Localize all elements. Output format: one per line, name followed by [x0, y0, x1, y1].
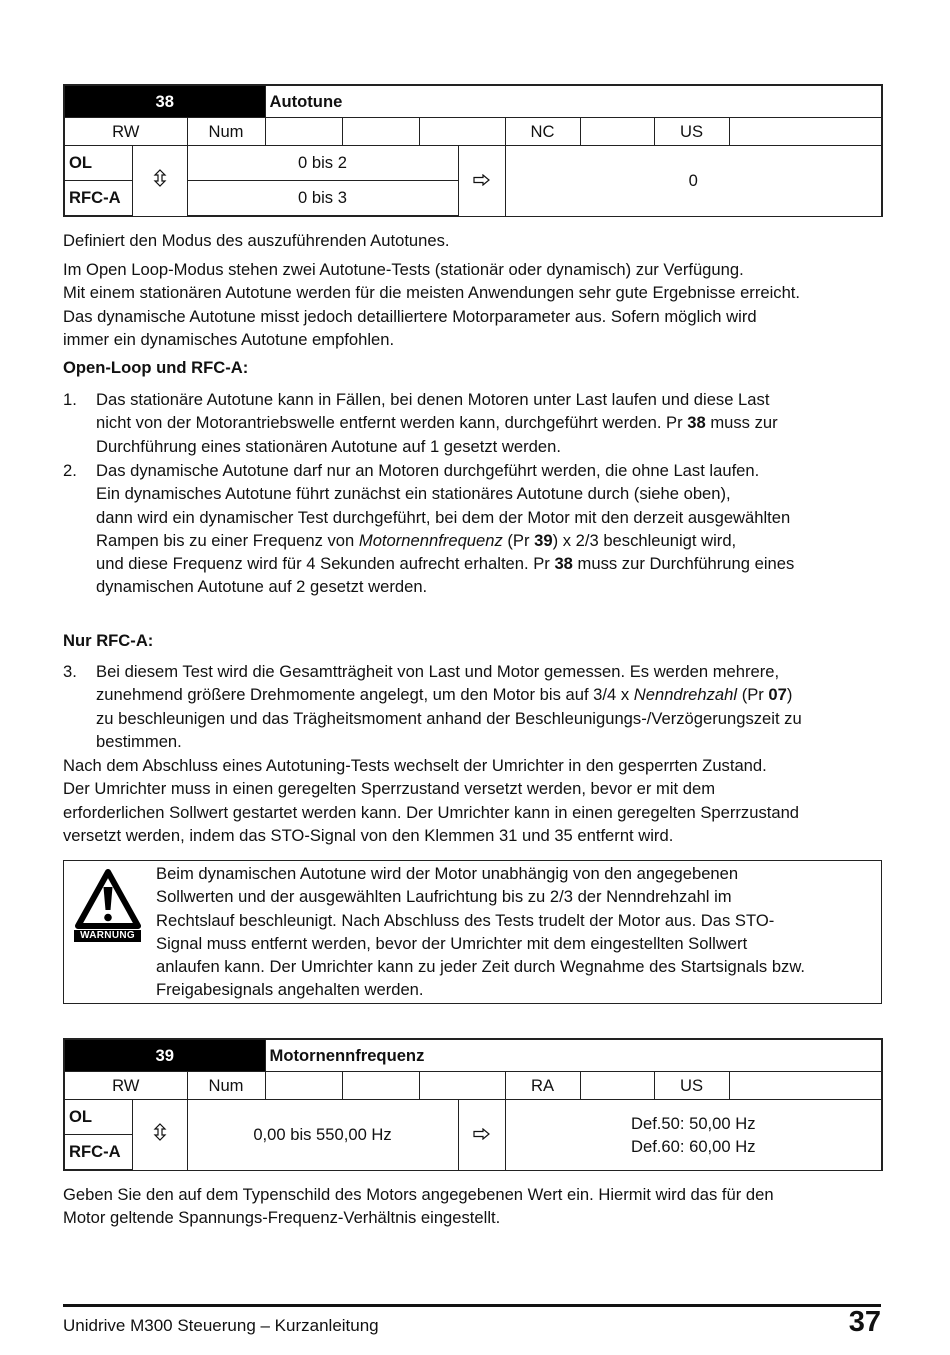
paragraph: Definiert den Modus des auszuführenden Autotunes. — [63, 231, 450, 250]
list-number: 2. — [63, 461, 77, 480]
text-span: zunehmend größere Drehmomente angelegt, um den Motor bis auf 3/4 x — [96, 685, 634, 705]
list-item — [63, 660, 883, 753]
flag-cell — [419, 1072, 505, 1100]
mode-ol: OL — [64, 1100, 132, 1135]
param-number: 38 — [64, 85, 265, 118]
text-line: dann wird ein dynamischer Test durchgeführt, bei dem der Motor mit den derzeit ausgewählten — [96, 507, 791, 527]
text-span: muss zur — [705, 413, 778, 433]
paragraph — [63, 1183, 883, 1230]
text-line: Rechtslauf beschleunigt. Nach Abschluss des Tests trudelt der Motor aus. Das STO- — [156, 910, 775, 930]
default-value: 0 — [505, 146, 882, 217]
text-span: muss zur Durchführung eines — [572, 554, 795, 574]
warning-box — [63, 860, 882, 1004]
flag-cell — [729, 1072, 882, 1100]
text-line: Freigabesignals angehalten werden. — [156, 980, 424, 1000]
text-line: Der Umrichter muss in einen geregelten Sperrzustand versetzt werden, bevor er mit dem — [63, 779, 716, 799]
param-ref: 07 — [768, 685, 787, 705]
default-values — [505, 1100, 882, 1171]
flag-cell — [265, 118, 342, 146]
warning-text — [156, 862, 878, 1002]
param-name: Nenndrehzahl — [633, 685, 738, 705]
flag-cell — [580, 118, 654, 146]
text-line: Nach dem Abschluss eines Autotuning-Tests wechselt der Umrichter in den gesperrten Zustand. — [63, 756, 767, 775]
param-name: Motornennfrequenz — [358, 530, 503, 550]
text-line: versetzt werden, indem das STO-Signal von den Klemmen 31 und 35 entfernt wird. — [63, 825, 674, 845]
text-span: und diese Frequenz wird für 4 Sekunden aufrecht erhalten. Pr — [96, 554, 555, 574]
warning-triangle-icon — [74, 869, 142, 931]
flag-cell — [342, 118, 419, 146]
text-line: dynamischen Autotune auf 2 gesetzt werden. — [96, 577, 428, 597]
flag-cell: Num — [187, 118, 265, 146]
text-line: Im Open Loop-Modus stehen zwei Autotune-Tests (stationär oder dynamisch) zur Verfügung. — [63, 260, 744, 279]
text-span: (Pr — [502, 530, 535, 550]
up-down-arrow-icon — [132, 1100, 187, 1171]
mode-rfca: RFC-A — [64, 181, 132, 217]
param-39-table — [63, 1038, 883, 1171]
param-title: Motornennfrequenz — [265, 1039, 882, 1072]
text-span: Rampen bis zu einer Frequenz von — [96, 530, 359, 550]
text-span: nicht von der Motorantriebswelle entfernt werden kann, durchgeführt werden. Pr — [96, 413, 688, 433]
flag-cell — [729, 118, 882, 146]
text-line: erforderlichen Sollwert gestartet werden kann. Der Umrichter kann in einen geregelten Sperrzustand — [63, 802, 800, 822]
flag-cell: US — [654, 118, 729, 146]
list-item — [63, 388, 883, 458]
param-title: Autotune — [265, 85, 882, 118]
list-number: 3. — [63, 662, 77, 681]
flag-cell — [342, 1072, 419, 1100]
up-down-arrow-icon — [132, 146, 187, 217]
text-line: Geben Sie den auf dem Typenschild des Motors angegebenen Wert ein. Hiermit wird das für den — [63, 1185, 774, 1204]
paragraph — [63, 754, 883, 847]
flag-cell: RW — [64, 118, 187, 146]
default-50: Def.50: 50,00 Hz — [630, 1113, 756, 1133]
flag-cell: NC — [505, 118, 580, 146]
param-ref: 39 — [534, 530, 553, 550]
section-heading: Nur RFC-A: — [63, 631, 154, 650]
text-span: (Pr — [737, 685, 769, 705]
param-ref: 38 — [687, 413, 706, 433]
text-line: Mit einem stationären Autotune werden für die meisten Anwendungen sehr gute Ergebnisse erreicht. — [63, 283, 801, 303]
text-line: Sollwerten und der ausgewählten Laufrichtung bis zu 2/3 der Nenndrehzahl im — [156, 887, 732, 907]
flag-cell — [419, 118, 505, 146]
range-value: 0,00 bis 550,00 Hz — [187, 1100, 458, 1171]
text-line: Signal muss entfernt werden, bevor der Umrichter mit dem eingestellten Sollwert — [156, 933, 748, 953]
flag-cell — [265, 1072, 342, 1100]
list-item — [63, 459, 883, 599]
param-number: 39 — [64, 1039, 265, 1072]
flag-cell: US — [654, 1072, 729, 1100]
section-heading: Open-Loop und RFC-A: — [63, 358, 249, 377]
text-line: bestimmen. — [96, 731, 182, 751]
range-ol: 0 bis 2 — [187, 146, 458, 181]
text-span: ) x 2/3 beschleunigt wird, — [552, 530, 737, 550]
text-span: ) — [786, 685, 793, 705]
text-line: immer ein dynamisches Autotune empfohlen. — [63, 329, 395, 349]
param-38-table — [63, 84, 883, 217]
text-line: Beim dynamischen Autotune wird der Motor unabhängig von den angegebenen — [156, 864, 739, 883]
text-line: Das dynamische Autotune darf nur an Motoren durchgeführt werden, die ohne Last laufen. — [96, 461, 760, 480]
flag-cell — [580, 1072, 654, 1100]
paragraph — [63, 258, 883, 351]
text-line: zu beschleunigen und das Trägheitsmoment anhand der Beschleunigungs-/Verzögerungszeit zu — [96, 708, 802, 728]
flag-cell: Num — [187, 1072, 265, 1100]
mode-rfca: RFC-A — [64, 1135, 132, 1171]
range-rfca: 0 bis 3 — [187, 181, 458, 217]
text-line: Das dynamische Autotune misst jedoch detailliertere Motorparameter aus. Sofern möglich wird — [63, 306, 757, 326]
warning-label: WARNUNG — [74, 930, 141, 942]
text-line: Das stationäre Autotune kann in Fällen, bei denen Motoren unter Last laufen und diese Last — [96, 390, 770, 409]
flag-cell: RA — [505, 1072, 580, 1100]
param-ref: 38 — [554, 554, 573, 574]
mode-ol: OL — [64, 146, 132, 181]
text-line: Motor geltende Spannungs-Frequenz-Verhältnis eingestellt. — [63, 1208, 501, 1228]
default-60: Def.60: 60,00 Hz — [630, 1136, 756, 1156]
footer-title: Unidrive M300 Steuerung – Kurzanleitung — [63, 1316, 379, 1335]
list-number: 1. — [63, 390, 77, 409]
right-arrow-icon — [458, 146, 505, 217]
right-arrow-icon — [458, 1100, 505, 1171]
text-line: anlaufen kann. Der Umrichter kann zu jeder Zeit durch Wegnahme des Startsignals bzw. — [156, 957, 806, 977]
page-number: 37 — [848, 1306, 881, 1338]
text-line: Bei diesem Test wird die Gesamtträgheit von Last und Motor gemessen. Es werden mehrere, — [96, 662, 780, 681]
flag-cell: RW — [64, 1072, 187, 1100]
text-line: Ein dynamisches Autotune führt zunächst ein stationäres Autotune durch (siehe oben), — [96, 484, 731, 504]
footer-rule — [63, 1304, 881, 1307]
text-line: Durchführung eines stationären Autotune auf 1 gesetzt werden. — [96, 436, 561, 456]
